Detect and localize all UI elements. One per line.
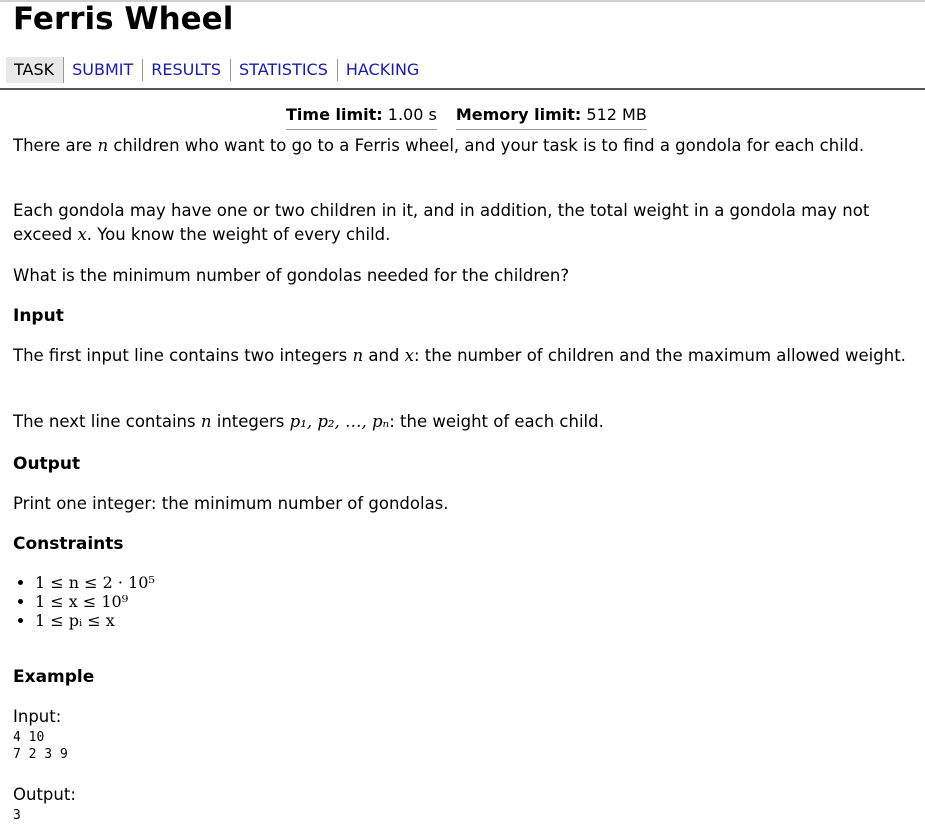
time-limit-label: Time limit: [286, 105, 383, 124]
example-heading: Example [13, 667, 95, 687]
limits-bar [286, 103, 647, 130]
page-title: Ferris Wheel [13, 1, 234, 37]
constraints-heading: Constraints [13, 534, 124, 554]
constraint-x: • 1 ≤ x ≤ 10⁹ [35, 592, 155, 611]
constraint-p: • 1 ≤ pᵢ ≤ x [35, 611, 155, 630]
time-limit [286, 103, 437, 130]
example-input-label: Input: [13, 707, 62, 726]
tab-hacking[interactable]: HACKING [345, 59, 420, 79]
memory-limit-label: Memory limit: [455, 105, 582, 124]
statement-paragraph-1: There are n children who want to go to a Ferris wheel, and your task is to find a gondola for each child. [13, 136, 865, 155]
output-heading: Output [13, 454, 81, 474]
input-description-1: The first input line contains two integers n and x: the number of children and the maximum allowed weight. [13, 346, 906, 365]
tab-submit[interactable]: SUBMIT [64, 59, 143, 81]
memory-limit-value: 512 MB [586, 105, 647, 124]
input-description-2: The next line contains n integers p₁, p₂, …, pₙ: the weight of each child. [13, 412, 604, 431]
statement-paragraph-2: Each gondola may have one or two children in it, and in addition, the total weight in a gondola may not exceed x. You know the weight of every child. [13, 201, 870, 244]
output-description: Print one integer: the minimum number of gondolas. [13, 494, 449, 513]
example-output-label: Output: [13, 785, 76, 804]
constraint-n: • 1 ≤ n ≤ 2 · 10⁵ [35, 573, 155, 592]
nav-divider [0, 88, 925, 90]
input-heading: Input [13, 306, 64, 326]
constraints-list [13, 573, 155, 630]
tab-statistics[interactable]: STATISTICS [231, 59, 338, 81]
memory-limit [456, 103, 647, 130]
example-input-block: 4 10 7 2 3 9 [13, 730, 68, 762]
time-limit-value: 1.00 s [387, 105, 437, 124]
tab-results[interactable]: RESULTS [143, 59, 231, 81]
example-output-block: 3 [13, 808, 21, 823]
task-nav [6, 57, 428, 82]
statement-paragraph-3: What is the minimum number of gondolas needed for the children? [13, 266, 570, 285]
tab-task[interactable]: TASK [6, 57, 64, 83]
